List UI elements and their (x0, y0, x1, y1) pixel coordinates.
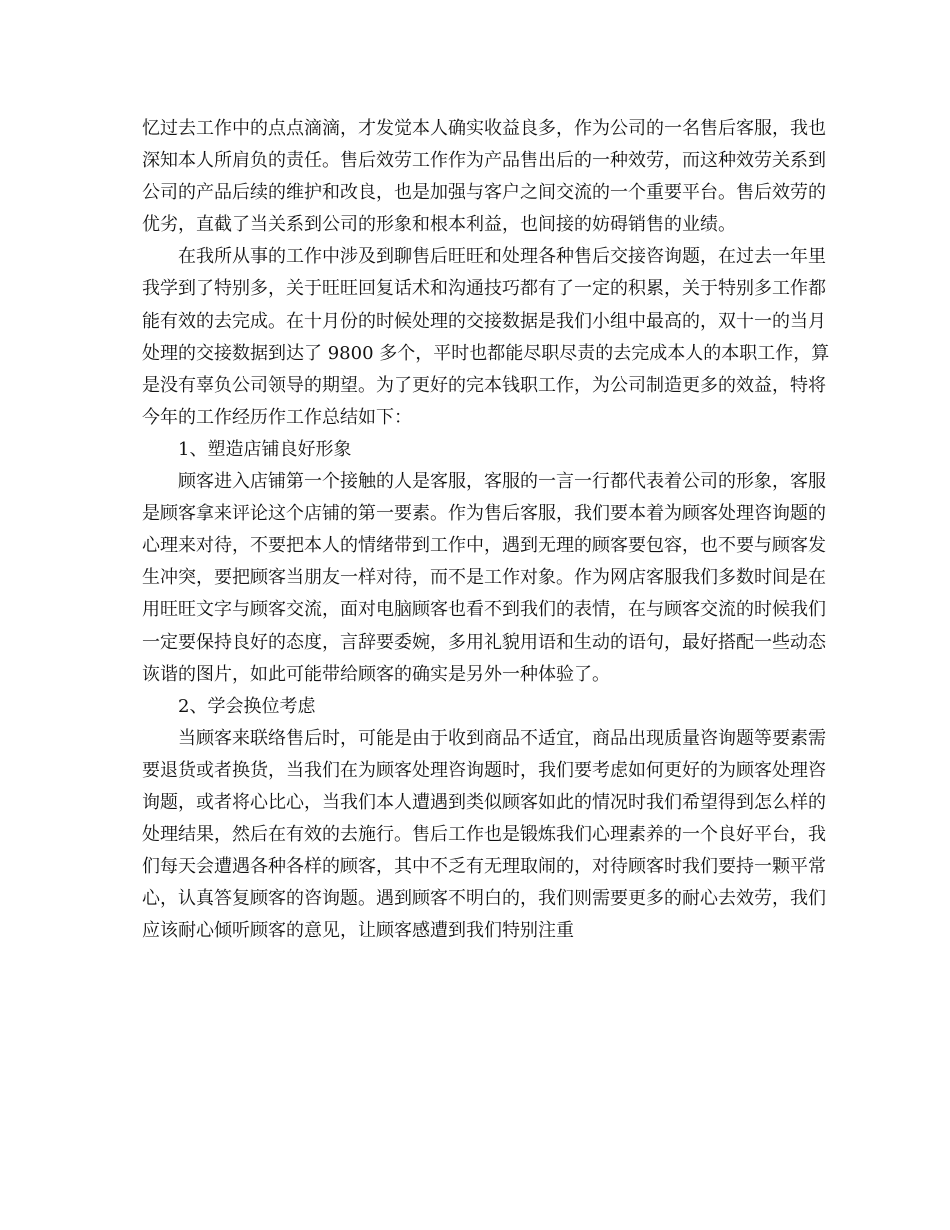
section-heading-2: 2、学会换位考虑 (178, 695, 316, 717)
paragraph-work-summary: 在我所从事的工作中涉及到聊售后旺旺和处理各种售后交接咨询题，在过去一年里我学到了特别多，关于旺旺回复话术和沟通技巧都有了一定的积累，关于特别多工作都能有效的去完成。在十月份的时候处理的交接数据是我们小组中最高的，双十一的当月处理的交接数据到达了 9800 多个，平时也都能尽职尽责的去完成本人的本职工作，算是没有辜负公司领导的期望。为了更好的完本钱职工作，为公司制造更多的效益，特将今年的工作经历作工作总结如下： (142, 246, 830, 428)
document-body (142, 113, 832, 947)
paragraph-store-image: 顾客进入店铺第一个接触的人是客服，客服的一言一行都代表着公司的形象，客服是顾客拿来评论这个店铺的第一要素。作为售后客服，我们要本着为顾客处理咨询题的心理来对待，不要把本人的情绪带到工作中，遇到无理的顾客要包容，也不要与顾客发生冲突，要把顾客当朋友一样对待，而不是工作对象。作为网店客服我们多数时间是在用旺旺文字与顾客交流，面对电脑顾客也看不到我们的表情，在与顾客交流的时候我们一定要保持良好的态度，言辞要委婉，多用礼貌用语和生动的语句，最好搭配一些动态诙谐的图片，如此可能带给顾客的确实是另外一种体验了。 (142, 471, 826, 685)
section-heading-1: 1、塑造店铺良好形象 (178, 438, 352, 460)
paragraph-empathy: 当顾客来联络售后时，可能是由于收到商品不适宜，商品出现质量咨询题等要素需要退货或者换货，当我们在为顾客处理咨询题时，我们要考虑如何更好的为顾客处理咨询题，或者将心比心，当我们本人遭遇到类似顾客如此的情况时我们希望得到怎么样的处理结果，然后在有效的去施行。售后工作也是锻炼我们心理素养的一个良好平台，我们每天会遭遇各种各样的顾客，其中不乏有无理取闹的，对待顾客时我们要持一颗平常心，认真答复顾客的咨询题。遇到顾客不明白的，我们则需要更多的耐心去效劳，我们应该耐心倾听顾客的意见，让顾客感遭到我们特别注重 (142, 727, 826, 942)
paragraph-intro-continued: 忆过去工作中的点点滴滴，才发觉本人确实收益良多，作为公司的一名售后客服，我也深知本人所肩负的责任。售后效劳工作作为产品售出后的一种效劳，而这种效劳关系到公司的产品后续的维护和改良，也是加强与客户之间交流的一个重要平台。售后效劳的优劣，直截了当关系到公司的形象和根本利益，也间接的妨碍销售的业绩。 (142, 118, 826, 236)
